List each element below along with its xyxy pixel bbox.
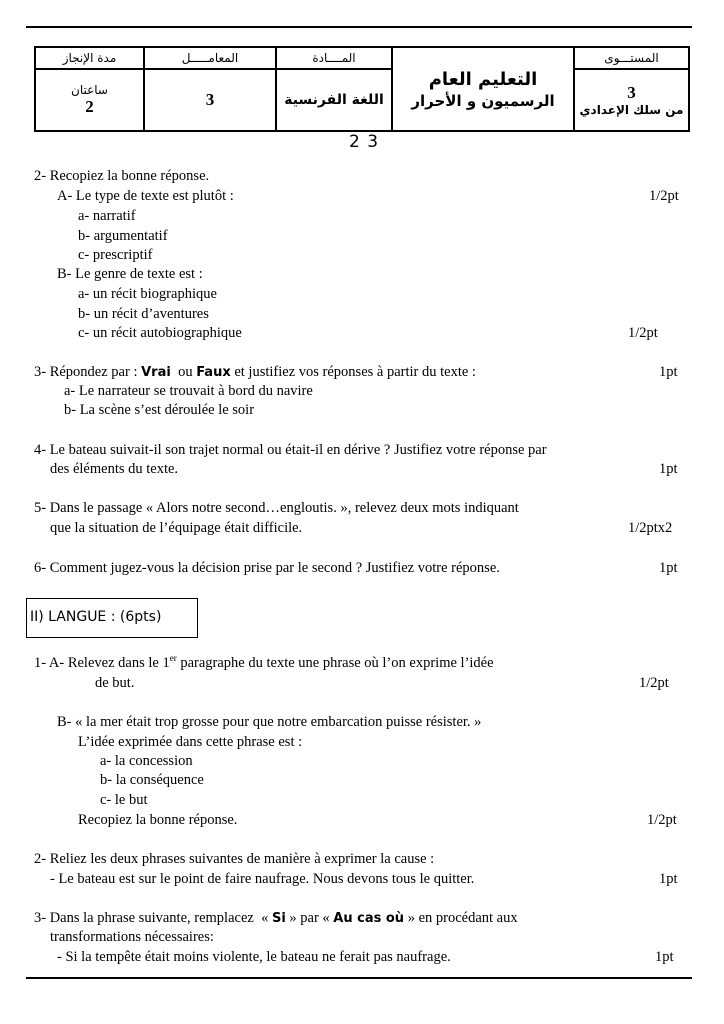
q2-title: 2- Recopiez la bonne réponse.: [34, 168, 210, 184]
teaching-subtitle: الرسميون و الأحرار: [411, 91, 555, 110]
q2-b-option: c- un récit autobiographique: [78, 325, 242, 341]
l2-line2: - Le bateau est sur le point de faire naufrage. Nous devons tous le quitter.: [50, 871, 475, 887]
l3-au-cas-ou: Au cas où: [333, 911, 405, 926]
teaching-cell: [392, 47, 574, 131]
l3-points: 1pt: [655, 949, 674, 965]
q3-prefix: 3- Répondez par :: [34, 364, 142, 380]
q3-faux: Faux: [196, 365, 231, 380]
l1-b-line1: B- « la mer était trop grosse pour que notre embarcation puisse résister. »: [57, 714, 482, 730]
l1-a-suffix: paragraphe du texte une phrase où l’on exprime l’idée: [176, 654, 494, 671]
q3-statement: a- Le narrateur se trouvait à bord du navire: [64, 383, 313, 399]
l2-points: 1pt: [659, 871, 678, 887]
level-label: المستـــوى: [574, 47, 689, 69]
l3-line1: [34, 910, 518, 927]
coefficient-label: المعامـــــل: [144, 47, 276, 69]
l3-line3: - Si la tempête était moins violente, le bateau ne ferait pas naufrage.: [57, 949, 451, 965]
q5-line1: 5- Dans le passage « Alors notre second…engloutis. », relevez deux mots indiquant: [34, 500, 519, 516]
q6-line1: 6- Comment jugez-vous la décision prise par le second ? Justifiez votre réponse.: [34, 560, 500, 576]
coefficient-value: 3: [144, 69, 276, 131]
l1-a-line2: de but.: [95, 675, 135, 691]
q2-b-option: b- un récit d’aventures: [78, 306, 209, 322]
l1-b-line2: L’idée exprimée dans cette phrase est :: [78, 734, 303, 750]
duration-number: 2: [85, 97, 94, 116]
level-value: من سلك الإعدادي: [579, 103, 684, 117]
q3-statement: b- La scène s’est déroulée le soir: [64, 402, 255, 418]
page-number: 2 3: [349, 132, 380, 152]
level-cell: [574, 69, 689, 131]
l2-line1: 2- Reliez les deux phrases suivantes de manière à exprimer la cause :: [34, 851, 435, 867]
l1-a-superscript: er: [169, 653, 177, 663]
q2-b-option: a- un récit biographique: [78, 286, 217, 302]
q2-b-title: B- Le genre de texte est :: [57, 266, 203, 282]
q3-points: 1pt: [659, 364, 678, 380]
l1-b-line3: Recopiez la bonne réponse.: [78, 812, 238, 828]
subject-value: اللغة الفرنسية: [276, 69, 392, 131]
q2-a-option: a- narratif: [78, 208, 136, 224]
l3-line2: transformations nécessaires:: [50, 929, 214, 945]
q3-suffix: et justifiez vos réponses à partir du texte :: [230, 364, 476, 380]
q2-b-points: 1/2pt: [628, 325, 658, 341]
q2-a-option: c- prescriptif: [78, 247, 153, 263]
subject-label: المــــادة: [276, 47, 392, 69]
top-rule: [26, 26, 692, 28]
bottom-rule: [26, 977, 692, 979]
l3-si: Si: [271, 911, 286, 926]
l1-b-option: b- la conséquence: [100, 772, 204, 788]
l3-suffix: » en procédant aux: [404, 910, 518, 926]
section-langue-title: II) LANGUE : (6pts): [30, 609, 162, 625]
l3-prefix: 3- Dans la phrase suivante, remplacez «: [34, 910, 272, 926]
q5-line2: que la situation de l’équipage était difficile.: [50, 520, 303, 536]
q2-a-title: A- Le type de texte est plutôt :: [57, 188, 234, 204]
teaching-title: التعليم العام: [428, 68, 538, 90]
q4-points: 1pt: [659, 461, 678, 477]
l1-b-option: c- le but: [100, 792, 148, 808]
l1-a-points: 1/2pt: [639, 675, 669, 691]
q2-a-points: 1/2pt: [649, 188, 679, 204]
q3-instruction: [34, 364, 476, 381]
duration-label: مدة الإنجاز: [35, 47, 144, 69]
l1-b-points: 1/2pt: [647, 812, 677, 828]
l1-b-option: a- la concession: [100, 753, 193, 769]
q3-or: ou: [170, 364, 197, 380]
l3-middle: » par «: [285, 910, 334, 926]
exam-header-table: [34, 46, 690, 132]
duration-cell: [35, 69, 144, 131]
q4-line2: des éléments du texte.: [50, 461, 179, 477]
q3-vrai: Vrai: [141, 365, 171, 380]
duration-value: ساعتان: [71, 83, 108, 97]
l1-a-prefix: 1- A- Relevez dans le 1: [34, 654, 170, 671]
q6-points: 1pt: [659, 560, 678, 576]
q4-line1: 4- Le bateau suivait-il son trajet normal ou était-il en dérive ? Justifiez votre réponse par: [34, 442, 547, 458]
q5-points: 1/2ptx2: [628, 520, 673, 536]
l1-a-line1: [34, 653, 494, 672]
level-number: 3: [627, 83, 636, 102]
q2-a-option: b- argumentatif: [78, 228, 168, 244]
